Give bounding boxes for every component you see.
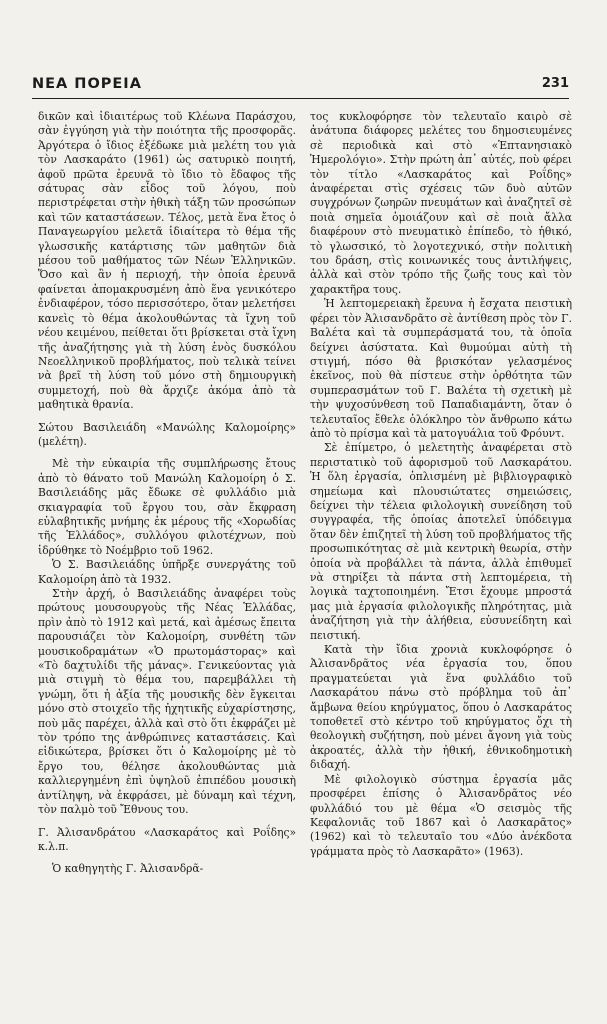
paragraph: Ὁ καθηγητὴς Γ. Ἀλισανδρᾶ- [52,862,204,876]
paragraph: Κατὰ τὴν ἴδια χρονιὰ κυκλοφόρησε ὁ Ἀλισανδρᾶτος νέα ἐργασία του, ὅπου πραγματεύεται γιὰ ἕνα φυλλάδιο τοῦ Λασκαράτου πάνω στὸ πρόβλημα τοῦ ἀπ᾽ ἄμβωνα θείου κηρύγματος, ὅπου ὁ Λασκαράτος τοποθετεῖ στὸ κέντρο τοῦ κηρύγματος ὄχι τὴ θεολογικὴ συζήτηση, ποὺ μένει ἄγονη γιὰ τοὺς ἀκροατές, ἀλλὰ τὴν ἠθική, ἐθνικοδημοτικὴ διδαχή. [310,643,572,772]
paragraph: Στὴν ἀρχή, ὁ Βασιλειάδης ἀναφέρει τοὺς πρώτους μουσουργοὺς τῆς Νέας Ἑλλάδας, πρὶν ἀπὸ τὸ 1912 καὶ μετά, καὶ ἀμέσως ἔπειτα παρουσιάζει τὸν Καλομοίρη, συνθέτη τῶν μουσικοδραμάτων «Ὁ πρωτομάστορας» καὶ «Τὸ δαχτυλίδι τῆς μάνας». Γενικεύοντας γιὰ μιὰ στιγμὴ τὸ θέμα του, παρεμβάλλει τὴ γνώμη, ὅτι ἡ ἀξία τῆς μουσικῆς δὲν ἔγκειται μόνο στὸ στοιχεῖο τῆς ἠχητικῆς εὐχαρίστησης, ποὺ μᾶς παρέχει, ἀλλὰ καὶ στὸ ὅτι ἐκφράζει μὲ τὸν τρόπο της ἀνθρώπινες καταστάσεις. Καὶ εἰδικώτερα, βρίσκει ὅτι ὁ Καλομοίρης μὲ τὸ ἔργο του, θέλησε ἀκολουθώντας μιὰ καλλιεργημένη ἐπὶ ὑψηλοῦ ἐπιπέδου μουσικὴ ἀντίληψη, νὰ ἐκφράσει, μὲ δύναμη καὶ τέχνη, τὸν παλμὸ τοῦ Ἔθνους του. [38,587,296,817]
paragraph: Σὲ ἐπίμετρο, ὁ μελετητὴς ἀναφέρεται στὸ περιστατικὸ τοῦ ἀφορισμοῦ τοῦ Λασκαράτου. Ἡ ὅλη ἐργασία, ὁπλισμένη μὲ βιβλιογραφικὸ σημείωμα καὶ πλουσιώτατες σημειώσεις, δείχνει τὴν τέλεια φιλολογικὴ συνείδηση τοῦ συγγραφέα, τῆς ὁποίας ἀποτελεῖ ὑπόδειγμα ὅταν δὲν ἐπιζητεῖ τὴ λύση τοῦ προβλήματος τῆς προσωπικότητας σὲ μιὰ κεντρικὴ θεωρία, στὴν ὁποία νὰ προβάλλει τὰ πάντα, ἀλλὰ ἐπιθυμεῖ νὰ στηρίξει τὰ πάντα στὴ λεπτομέρεια, τὴ λογικὰ ταχτοποιημένη. Ἔτσι ἔχουμε μπροστά μας μιὰ ἐργασία φιλολογικῆς πληρότητας, μιὰ ἀναζήτηση γιὰ τὴν ἀλήθεια, εὐσυνείδητη καὶ πειστική. [310,441,572,642]
journal-title: ΝΕΑ ΠΟΡΕΙΑ [32,76,142,92]
page-number: 231 [541,76,569,91]
review-heading: Σώτου Βασιλειάδη «Μανώλης Καλομοίρης» (μελέτη). [38,420,296,448]
paragraph: Μὲ τὴν εὐκαιρία τῆς συμπλήρωσης ἔτους ἀπὸ τὸ θάνατο τοῦ Μανώλη Καλομοίρη ὁ Σ. Βασιλειάδης μᾶς ἔδωκε σὲ φυλλάδιο μιὰ σκιαγραφία τοῦ ἔργου του, σὰν ἔκφραση εὐλαβητικῆς μνήμης ἐκ μέρους τῆς «Χορωδίας τῆς Ἑλλάδος», συλλόγου φιλοτέχνων, ποὺ ἱδρύθηκε τὸ Νοέμβριο τοῦ 1962. [38,457,296,557]
paragraph: δικῶν καὶ ἰδιαιτέρως τοῦ Κλέωνα Παράσχου, σὰν ἐγγύηση γιὰ τὴν ποιότητα τῆς προσφορᾶς. Ἀργότερα ὁ ἴδιος ἐξέδωκε μιὰ μελέτη του γιὰ τὸν Λασκαράτο (1961) ὡς σατυρικὸ ποιητή, ἀφοῦ πρῶτα ἐρευνᾶ τὸ ἴδιο τὸ ἔδαφος τῆς σάτυρας σὰν εἶδος τοῦ λόγου, ποὺ περιστρέφεται στὴν ἠθικὴ τάξη τῶν προσώπων καὶ τῶν καταστάσεων. Τέλος, μετὰ ἕνα ἔτος ὁ Παναγεωργίου μελετᾶ ἰδιαίτερα τὸ θέμα τῆς γλωσσικῆς κατάρτισης τῶν μαθητῶν διὰ μέσου τοῦ μαθήματος τῶν Νέων Ἑλληνικῶν. Ὅσο καὶ ἂν ἡ περιοχή, τὴν ὁποία ἐρευνᾶ φαίνεται ἀπομακρυσμένη ἀπὸ ἕνα γενικότερο ἐνδιαφέρον, τόσο περισσότερο, ὅταν μελετήσει κανεὶς τὸ θέμα ἀκολουθώντας τὰ ἴχνη τοῦ νέου κειμένου, πείθεται ὅτι βρίσκεται στὰ ἴχνη τῆς ἀναζήτησης γιὰ τὴ λύση ἑνὸς δυσκόλου Νεοελληνικοῦ προβλήματος, ποὺ τελικὰ τείνει νὰ βρεῖ τὴ λύση τοῦ μόνο στὴ δημιουργικὴ συμμετοχή, ποὺ θὰ ἄρχιζε ἀκόμα ἀπὸ τὰ μαθητικὰ θρανία. [38,110,296,412]
paragraph: Μὲ φιλολογικὸ σύστημα ἐργασία μᾶς προσφέρει ἐπίσης ὁ Ἀλισανδρᾶτος νέο φυλλάδιό του μὲ θέμα «Ὁ σεισμὸς τῆς Κεφαλονιᾶς τοῦ 1867 καὶ ὁ Λασκαρᾶτος» (1962) καὶ τὸ τελευταῖο του «Δύο ἀνέκδοτα γράμματα πρὸς τὸ Λασκαρᾶτο» (1963). [310,772,572,858]
right-column [310,110,572,859]
running-header [32,76,569,94]
paragraph: τος κυκλοφόρησε τὸν τελευταῖο καιρὸ σὲ ἀνάτυπα διάφορες μελέτες του δημοσιευμένες σὲ περιοδικὰ καὶ στὸ «Ἑπτανησιακὸ Ἡμερολόγιο». Στὴν πρώτη ἀπ᾽ αὐτές, ποὺ φέρει τὸν τίτλο «Λασκαράτος καὶ Ροΐδης» ἀναφέρεται στὶς σχέσεις τῶν δυὸ αὐτῶν συγχρόνων ζωηρῶν πνευμάτων καὶ ἀναζητεῖ σὲ ποιὰ σημεῖα ὁμοιάζουν καὶ σὲ ποιὰ ἄλλα διαφέρουν στὸ πνευματικὸ ἐπίπεδο, τὸ ἠθικό, τὸ γλωσσικό, τὸ λογοτεχνικό, στὴν πολιτικὴ του δράση, στὶς κοινωνικές τους ἀντιλήψεις, ἀλλὰ καὶ στὸν τρόπο τῆς ζωῆς τους καὶ τὸν χαρακτῆρα τους. [310,110,572,296]
paragraph: Ὁ Σ. Βασιλειάδης ὑπῆρξε συνεργάτης τοῦ Καλομοίρη ἀπὸ τὰ 1932. [38,558,296,586]
left-column [38,110,296,877]
review-heading: Γ. Ἀλισανδράτου «Λασκαράτος καὶ Ροΐδης» κ.λ.π. [38,825,296,853]
paragraph: Ἡ λεπτομερειακὴ ἔρευνα ἡ ἔσχατα πειστικὴ φέρει τὸν Ἀλισανδρᾶτο σὲ ἀντίθεση πρὸς τὸν Γ. Βαλέτα καὶ τὰ συμπεράσματά του, τὰ ὁποῖα δείχνει ἀσύστατα. Καὶ θυμούμαι αὐτὴ τὴ στιγμή, πόσο θὰ βρισκόταν γελασμένος ἐκεῖνος, ποὺ θὰ πίστευε στὴν ὀρθότητα τῶν συμπερασμάτων τοῦ Γ. Βαλέτα τὴ σχετικὴ μὲ τὴν ψυχοσύνθεση τοῦ Παπαδιαμάντη, ὅταν ὁ τελευταῖος ἔθελε ὁλόκληρο τὸν ἄνθρωπο κάτω ἀπὸ τὸ πρίσμα καὶ τὰ ματογυάλια τοῦ Φρόυντ. [310,297,572,440]
header-rule [32,98,569,99]
